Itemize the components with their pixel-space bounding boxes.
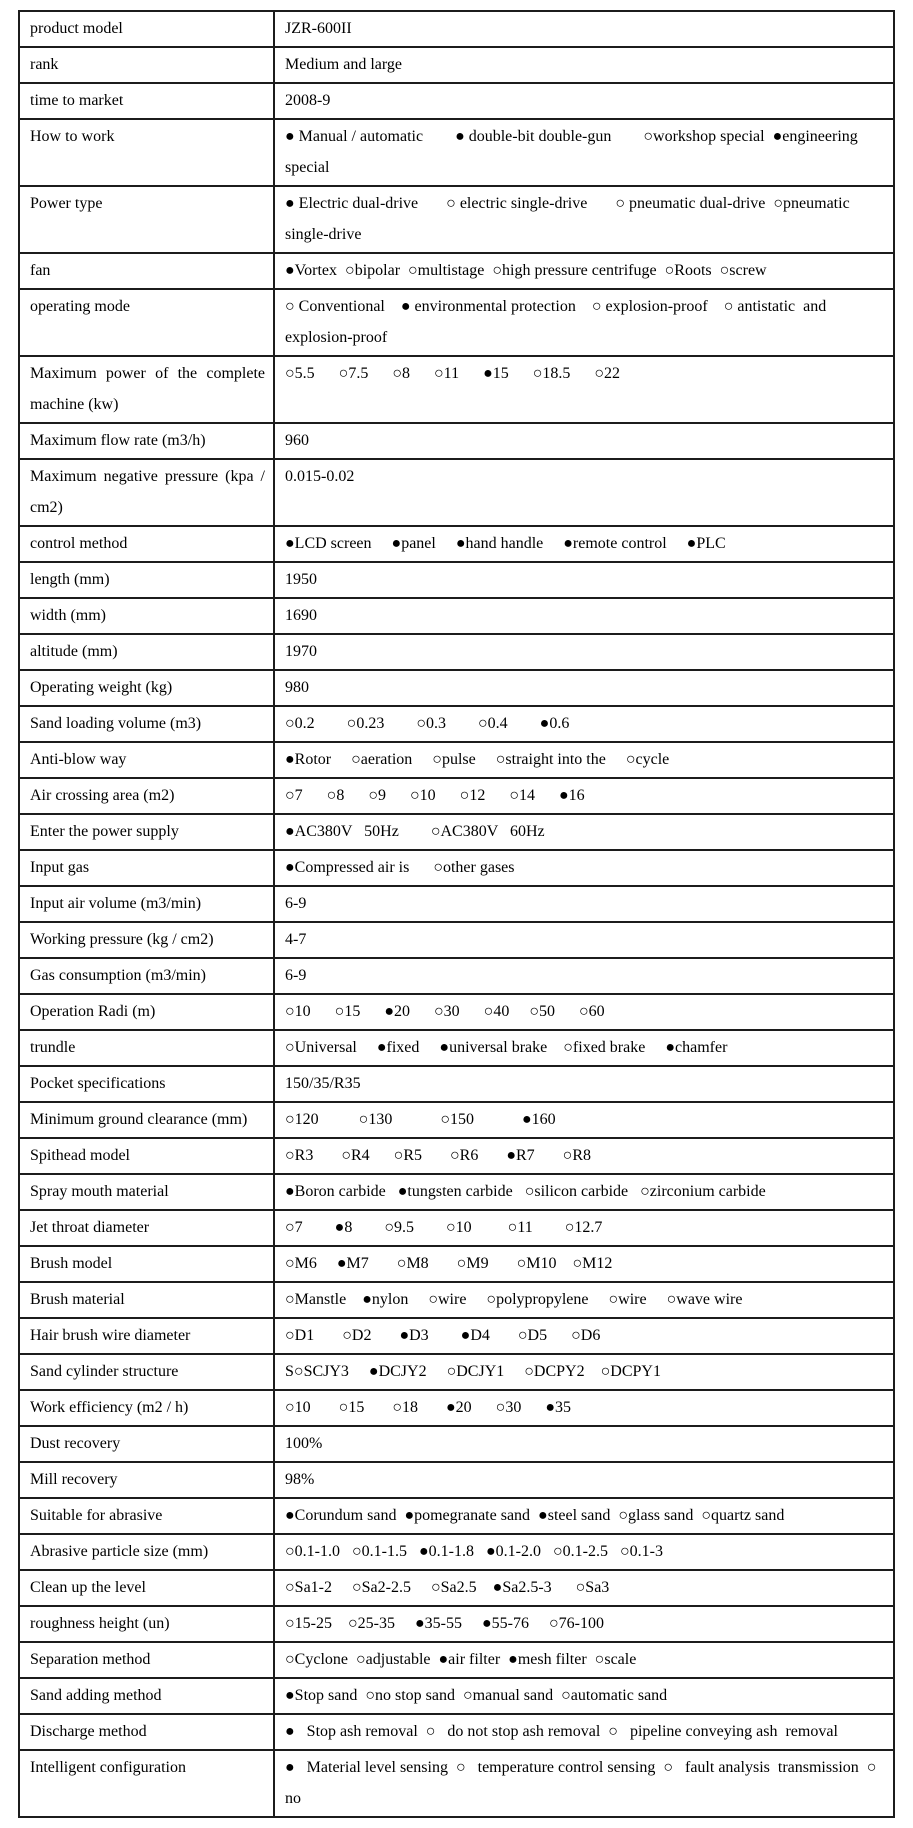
spec-label: Spithead model xyxy=(19,1138,274,1174)
product-spec-table xyxy=(18,10,895,1818)
table-row xyxy=(19,958,894,994)
spec-value: 2008-9 xyxy=(274,83,894,119)
spec-label: altitude (mm) xyxy=(19,634,274,670)
spec-value: 98% xyxy=(274,1462,894,1498)
spec-value: ○120 ○130 ○150 ●160 xyxy=(274,1102,894,1138)
table-row xyxy=(19,742,894,778)
spec-table-body xyxy=(19,11,894,1817)
table-row xyxy=(19,1678,894,1714)
table-row xyxy=(19,1570,894,1606)
spec-label: Maximum flow rate (m3/h) xyxy=(19,423,274,459)
table-row xyxy=(19,1066,894,1102)
table-row xyxy=(19,1246,894,1282)
table-row xyxy=(19,1282,894,1318)
spec-value: 100% xyxy=(274,1426,894,1462)
spec-value: 150/35/R35 xyxy=(274,1066,894,1102)
table-row xyxy=(19,186,894,253)
spec-value: ●Boron carbide ●tungsten carbide ○silicon carbide ○zirconium carbide xyxy=(274,1174,894,1210)
spec-label: Work efficiency (m2 / h) xyxy=(19,1390,274,1426)
spec-label: Dust recovery xyxy=(19,1426,274,1462)
spec-label: Input gas xyxy=(19,850,274,886)
table-row xyxy=(19,1714,894,1750)
spec-value: ○0.2 ○0.23 ○0.3 ○0.4 ●0.6 xyxy=(274,706,894,742)
spec-value: ● Stop ash removal ○ do not stop ash removal ○ pipeline conveying ash removal xyxy=(274,1714,894,1750)
spec-label: control method xyxy=(19,526,274,562)
spec-value: ●Rotor ○aeration ○pulse ○straight into the ○cycle xyxy=(274,742,894,778)
spec-label: Maximum power of the complete machine (kw) xyxy=(19,356,274,423)
spec-value: Medium and large xyxy=(274,47,894,83)
spec-label: fan xyxy=(19,253,274,289)
spec-label: rank xyxy=(19,47,274,83)
spec-value: 960 xyxy=(274,423,894,459)
spec-value: ○10 ○15 ●20 ○30 ○40 ○50 ○60 xyxy=(274,994,894,1030)
table-row xyxy=(19,922,894,958)
table-row xyxy=(19,634,894,670)
spec-value: 4-7 xyxy=(274,922,894,958)
spec-value: 1690 xyxy=(274,598,894,634)
table-row xyxy=(19,1606,894,1642)
spec-value: ●AC380V 50Hz ○AC380V 60Hz xyxy=(274,814,894,850)
spec-value: ● Manual / automatic ● double-bit double-gun ○workshop special ●engineering special xyxy=(274,119,894,186)
table-row xyxy=(19,706,894,742)
table-row xyxy=(19,47,894,83)
spec-label: Pocket specifications xyxy=(19,1066,274,1102)
table-row xyxy=(19,850,894,886)
spec-label: time to market xyxy=(19,83,274,119)
table-row xyxy=(19,1318,894,1354)
table-row xyxy=(19,119,894,186)
table-row xyxy=(19,1462,894,1498)
spec-label: Abrasive particle size (mm) xyxy=(19,1534,274,1570)
spec-label: length (mm) xyxy=(19,562,274,598)
spec-value: ○Manstle ●nylon ○wire ○polypropylene ○wire ○wave wire xyxy=(274,1282,894,1318)
table-row xyxy=(19,1750,894,1817)
spec-label: roughness height (un) xyxy=(19,1606,274,1642)
spec-label: operating mode xyxy=(19,289,274,356)
table-row xyxy=(19,289,894,356)
spec-value: ○0.1-1.0 ○0.1-1.5 ●0.1-1.8 ●0.1-2.0 ○0.1-2.5 ○0.1-3 xyxy=(274,1534,894,1570)
table-row xyxy=(19,1534,894,1570)
spec-value: ○Sa1-2 ○Sa2-2.5 ○Sa2.5 ●Sa2.5-3 ○Sa3 xyxy=(274,1570,894,1606)
spec-label: Maximum negative pressure (kpa / cm2) xyxy=(19,459,274,526)
spec-label: Working pressure (kg / cm2) xyxy=(19,922,274,958)
spec-value: ○Cyclone ○adjustable ●air filter ●mesh filter ○scale xyxy=(274,1642,894,1678)
spec-label: Sand loading volume (m3) xyxy=(19,706,274,742)
spec-value: ○Universal ●fixed ●universal brake ○fixed brake ●chamfer xyxy=(274,1030,894,1066)
table-row xyxy=(19,1390,894,1426)
spec-value: 6-9 xyxy=(274,886,894,922)
spec-label: How to work xyxy=(19,119,274,186)
table-row xyxy=(19,253,894,289)
spec-value: ○7 ●8 ○9.5 ○10 ○11 ○12.7 xyxy=(274,1210,894,1246)
spec-label: Power type xyxy=(19,186,274,253)
table-row xyxy=(19,1174,894,1210)
spec-value: 0.015-0.02 xyxy=(274,459,894,526)
table-row xyxy=(19,1498,894,1534)
spec-value: ●Compressed air is ○other gases xyxy=(274,850,894,886)
spec-label: Mill recovery xyxy=(19,1462,274,1498)
spec-label: Sand adding method xyxy=(19,1678,274,1714)
table-row xyxy=(19,83,894,119)
spec-value: ● Electric dual-drive ○ electric single-drive ○ pneumatic dual-drive ○pneumatic single-drive xyxy=(274,186,894,253)
spec-label: Intelligent configuration xyxy=(19,1750,274,1817)
spec-label: Air crossing area (m2) xyxy=(19,778,274,814)
table-row xyxy=(19,423,894,459)
spec-value: ○10 ○15 ○18 ●20 ○30 ●35 xyxy=(274,1390,894,1426)
spec-label: Operation Radi (m) xyxy=(19,994,274,1030)
table-row xyxy=(19,1030,894,1066)
table-row xyxy=(19,1642,894,1678)
spec-value: ● Material level sensing ○ temperature control sensing ○ fault analysis transmission ○ no xyxy=(274,1750,894,1817)
spec-label: Anti-blow way xyxy=(19,742,274,778)
spec-label: Discharge method xyxy=(19,1714,274,1750)
spec-value: 1950 xyxy=(274,562,894,598)
table-row xyxy=(19,598,894,634)
spec-label: Input air volume (m3/min) xyxy=(19,886,274,922)
spec-value: 6-9 xyxy=(274,958,894,994)
table-row xyxy=(19,1210,894,1246)
table-row xyxy=(19,1102,894,1138)
table-row xyxy=(19,994,894,1030)
table-row xyxy=(19,1426,894,1462)
spec-value: S○SCJY3 ●DCJY2 ○DCJY1 ○DCPY2 ○DCPY1 xyxy=(274,1354,894,1390)
spec-value: ●Vortex ○bipolar ○multistage ○high pressure centrifuge ○Roots ○screw xyxy=(274,253,894,289)
table-row xyxy=(19,814,894,850)
spec-label: Brush model xyxy=(19,1246,274,1282)
spec-label: Brush material xyxy=(19,1282,274,1318)
table-row xyxy=(19,356,894,423)
table-row xyxy=(19,886,894,922)
spec-label: Operating weight (kg) xyxy=(19,670,274,706)
spec-label: trundle xyxy=(19,1030,274,1066)
table-row xyxy=(19,1354,894,1390)
spec-value: ●LCD screen ●panel ●hand handle ●remote control ●PLC xyxy=(274,526,894,562)
spec-value: ○15-25 ○25-35 ●35-55 ●55-76 ○76-100 xyxy=(274,1606,894,1642)
spec-value: 980 xyxy=(274,670,894,706)
spec-label: Gas consumption (m3/min) xyxy=(19,958,274,994)
spec-value: ○7 ○8 ○9 ○10 ○12 ○14 ●16 xyxy=(274,778,894,814)
spec-value: ○R3 ○R4 ○R5 ○R6 ●R7 ○R8 xyxy=(274,1138,894,1174)
spec-label: Sand cylinder structure xyxy=(19,1354,274,1390)
spec-value: ○M6 ●M7 ○M8 ○M9 ○M10 ○M12 xyxy=(274,1246,894,1282)
table-row xyxy=(19,670,894,706)
spec-value: ○5.5 ○7.5 ○8 ○11 ●15 ○18.5 ○22 xyxy=(274,356,894,423)
spec-value: 1970 xyxy=(274,634,894,670)
table-row xyxy=(19,459,894,526)
spec-label: Jet throat diameter xyxy=(19,1210,274,1246)
spec-value: JZR-600II xyxy=(274,11,894,47)
spec-label: Hair brush wire diameter xyxy=(19,1318,274,1354)
spec-value: ○ Conventional ● environmental protection ○ explosion-proof ○ antistatic and explosion-proof xyxy=(274,289,894,356)
table-row xyxy=(19,526,894,562)
spec-label: product model xyxy=(19,11,274,47)
table-row xyxy=(19,1138,894,1174)
spec-label: width (mm) xyxy=(19,598,274,634)
spec-label: Enter the power supply xyxy=(19,814,274,850)
spec-label: Minimum ground clearance (mm) xyxy=(19,1102,274,1138)
spec-value: ●Stop sand ○no stop sand ○manual sand ○automatic sand xyxy=(274,1678,894,1714)
table-row xyxy=(19,778,894,814)
spec-label: Clean up the level xyxy=(19,1570,274,1606)
spec-label: Spray mouth material xyxy=(19,1174,274,1210)
spec-value: ○D1 ○D2 ●D3 ●D4 ○D5 ○D6 xyxy=(274,1318,894,1354)
spec-label: Suitable for abrasive xyxy=(19,1498,274,1534)
table-row xyxy=(19,11,894,47)
spec-value: ●Corundum sand ●pomegranate sand ●steel sand ○glass sand ○quartz sand xyxy=(274,1498,894,1534)
spec-label: Separation method xyxy=(19,1642,274,1678)
table-row xyxy=(19,562,894,598)
